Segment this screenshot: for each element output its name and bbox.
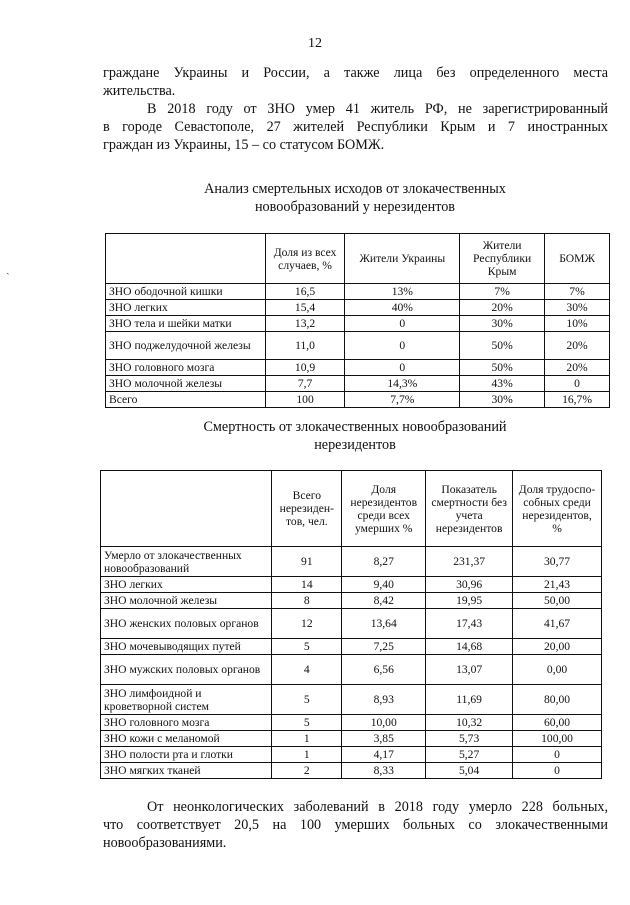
value-cell: 14 xyxy=(272,577,342,593)
value-cell: 43% xyxy=(460,376,545,392)
value-cell: 8 xyxy=(272,593,342,609)
title-line: нерезидентов xyxy=(314,437,396,453)
value-cell: 7,7 xyxy=(265,376,345,392)
table-row xyxy=(106,316,610,332)
row-label-cell: ЗНО легких xyxy=(101,577,272,593)
row-label-cell: ЗНО ободочной кишки xyxy=(106,284,266,300)
header-cell xyxy=(106,234,266,284)
value-cell: 16,5 xyxy=(265,284,345,300)
text-line: новообразованиями. xyxy=(103,835,227,851)
table1-title xyxy=(100,180,610,216)
value-cell: 5,73 xyxy=(426,731,513,747)
table-row xyxy=(106,360,610,376)
value-cell: 8,27 xyxy=(342,547,426,577)
text-line: граждан из Украины, 15 – со статусом БОМЖ. xyxy=(103,137,385,153)
value-cell: 19,95 xyxy=(426,593,513,609)
value-cell: 30,77 xyxy=(513,547,602,577)
value-cell: 50,00 xyxy=(513,593,602,609)
value-cell: 20% xyxy=(545,360,610,376)
table-row xyxy=(101,593,602,609)
value-cell: 7,25 xyxy=(342,639,426,655)
value-cell: 13,07 xyxy=(426,655,513,685)
value-cell: 1 xyxy=(272,747,342,763)
value-cell: 20,00 xyxy=(513,639,602,655)
table-header-row xyxy=(101,471,602,547)
value-cell: 0 xyxy=(513,747,602,763)
value-cell: 10,32 xyxy=(426,715,513,731)
value-cell: 10,9 xyxy=(265,360,345,376)
text-line: От неонкологических заболеваний в 2018 году умерло 228 больных, xyxy=(147,799,608,815)
table-header-row xyxy=(106,234,610,284)
row-label-cell: ЗНО молочной железы xyxy=(101,593,272,609)
row-label-cell: ЗНО мягких тканей xyxy=(101,763,272,779)
table-row xyxy=(101,747,602,763)
value-cell: 231,37 xyxy=(426,547,513,577)
table-row xyxy=(101,547,602,577)
value-cell: 100,00 xyxy=(513,731,602,747)
value-cell: 30,96 xyxy=(426,577,513,593)
table-row xyxy=(101,715,602,731)
value-cell: 15,4 xyxy=(265,300,345,316)
row-label-cell: Всего xyxy=(106,392,266,408)
paragraph-2018-deaths xyxy=(103,100,608,154)
table-row xyxy=(101,731,602,747)
table1-body xyxy=(106,284,610,408)
value-cell: 7% xyxy=(545,284,610,300)
table2-body xyxy=(101,547,602,779)
row-label-cell: ЗНО мочевыводящих путей xyxy=(101,639,272,655)
value-cell: 13,2 xyxy=(265,316,345,332)
text-line: в городе Севастополе, 27 жителей Республики Крым и 7 иностранных xyxy=(103,119,608,135)
value-cell: 0 xyxy=(345,332,460,360)
value-cell: 6,56 xyxy=(342,655,426,685)
value-cell: 30% xyxy=(460,392,545,408)
table-row xyxy=(101,639,602,655)
value-cell: 0 xyxy=(345,360,460,376)
text-line: что соответствует 20,5 на 100 умерших больных со злокачественными xyxy=(103,817,608,833)
value-cell: 13,64 xyxy=(342,609,426,639)
closing-paragraph xyxy=(103,798,608,852)
row-label-cell: ЗНО молочной железы xyxy=(106,376,266,392)
value-cell: 60,00 xyxy=(513,715,602,731)
value-cell: 7% xyxy=(460,284,545,300)
value-cell: 50% xyxy=(460,360,545,376)
row-label-cell: ЗНО мужских половых органов xyxy=(101,655,272,685)
value-cell: 80,00 xyxy=(513,685,602,715)
value-cell: 12 xyxy=(272,609,342,639)
value-cell: 7,7% xyxy=(345,392,460,408)
table-row xyxy=(106,332,610,360)
header-cell: Всего нерезиден-тов, чел. xyxy=(272,471,342,547)
row-label-cell: ЗНО головного мозга xyxy=(101,715,272,731)
value-cell: 2 xyxy=(272,763,342,779)
value-cell: 17,43 xyxy=(426,609,513,639)
value-cell: 5 xyxy=(272,639,342,655)
header-cell: БОМЖ xyxy=(545,234,610,284)
value-cell: 20% xyxy=(460,300,545,316)
row-label-cell: ЗНО головного мозга xyxy=(106,360,266,376)
value-cell: 8,93 xyxy=(342,685,426,715)
title-line: Анализ смертельных исходов от злокачественных xyxy=(204,181,506,197)
value-cell: 5 xyxy=(272,715,342,731)
value-cell: 21,43 xyxy=(513,577,602,593)
title-line: новообразований у нерезидентов xyxy=(254,199,456,215)
table-row xyxy=(101,655,602,685)
value-cell: 9,40 xyxy=(342,577,426,593)
margin-mark: ˏ xyxy=(6,263,10,275)
table-row xyxy=(106,284,610,300)
row-label-cell: ЗНО полости рта и глотки xyxy=(101,747,272,763)
title-line: Смертность от злокачественных новообразований xyxy=(203,419,507,435)
header-cell: Жители Республики Крым xyxy=(460,234,545,284)
value-cell: 13% xyxy=(345,284,460,300)
value-cell: 11,0 xyxy=(265,332,345,360)
value-cell: 8,33 xyxy=(342,763,426,779)
value-cell: 100 xyxy=(265,392,345,408)
value-cell: 14,3% xyxy=(345,376,460,392)
table-row xyxy=(101,577,602,593)
text-line: граждане Украины и России, а также лица без определенного места xyxy=(103,65,608,81)
value-cell: 3,85 xyxy=(342,731,426,747)
header-cell: Жители Украины xyxy=(345,234,460,284)
header-cell: Доля нерезидентов среди всех умерших % xyxy=(342,471,426,547)
value-cell: 16,7% xyxy=(545,392,610,408)
table-row xyxy=(106,392,610,408)
value-cell: 20% xyxy=(545,332,610,360)
row-label-cell: ЗНО кожи с меланомой xyxy=(101,731,272,747)
table-row xyxy=(101,685,602,715)
table2-title xyxy=(100,418,610,454)
header-cell xyxy=(101,471,272,547)
value-cell: 5,27 xyxy=(426,747,513,763)
value-cell: 11,69 xyxy=(426,685,513,715)
header-cell: Доля из всех случаев, % xyxy=(265,234,345,284)
value-cell: 14,68 xyxy=(426,639,513,655)
header-cell: Показатель смертности без учета нерезидентов xyxy=(426,471,513,547)
table-row xyxy=(101,609,602,639)
value-cell: 91 xyxy=(272,547,342,577)
value-cell: 41,67 xyxy=(513,609,602,639)
value-cell: 0,00 xyxy=(513,655,602,685)
value-cell: 5 xyxy=(272,685,342,715)
table-row xyxy=(106,376,610,392)
value-cell: 8,42 xyxy=(342,593,426,609)
value-cell: 4,17 xyxy=(342,747,426,763)
table-row xyxy=(106,300,610,316)
table-nonresident-deaths-analysis xyxy=(105,233,610,408)
value-cell: 1 xyxy=(272,731,342,747)
table-row xyxy=(101,763,602,779)
value-cell: 30% xyxy=(545,300,610,316)
value-cell: 10% xyxy=(545,316,610,332)
page-number: 12 xyxy=(308,36,322,51)
intro-paragraph xyxy=(103,64,608,100)
row-label-cell: ЗНО поджелудочной железы xyxy=(106,332,266,360)
value-cell: 10,00 xyxy=(342,715,426,731)
value-cell: 0 xyxy=(345,316,460,332)
value-cell: 50% xyxy=(460,332,545,360)
text-line: В 2018 году от ЗНО умер 41 житель РФ, не зарегистрированный xyxy=(147,101,608,117)
row-label-cell: ЗНО тела и шейки матки xyxy=(106,316,266,332)
value-cell: 30% xyxy=(460,316,545,332)
row-label-cell: Умерло от злокачественных новообразований xyxy=(101,547,272,577)
row-label-cell: ЗНО лимфоидной и кроветворной систем xyxy=(101,685,272,715)
value-cell: 0 xyxy=(545,376,610,392)
header-cell: Доля трудоспо-собных среди нерезидентов, % xyxy=(513,471,602,547)
value-cell: 4 xyxy=(272,655,342,685)
row-label-cell: ЗНО легких xyxy=(106,300,266,316)
value-cell: 5,04 xyxy=(426,763,513,779)
row-label-cell: ЗНО женских половых органов xyxy=(101,609,272,639)
value-cell: 0 xyxy=(513,763,602,779)
table-nonresident-mortality xyxy=(100,470,602,779)
value-cell: 40% xyxy=(345,300,460,316)
text-line: жительства. xyxy=(103,83,176,99)
